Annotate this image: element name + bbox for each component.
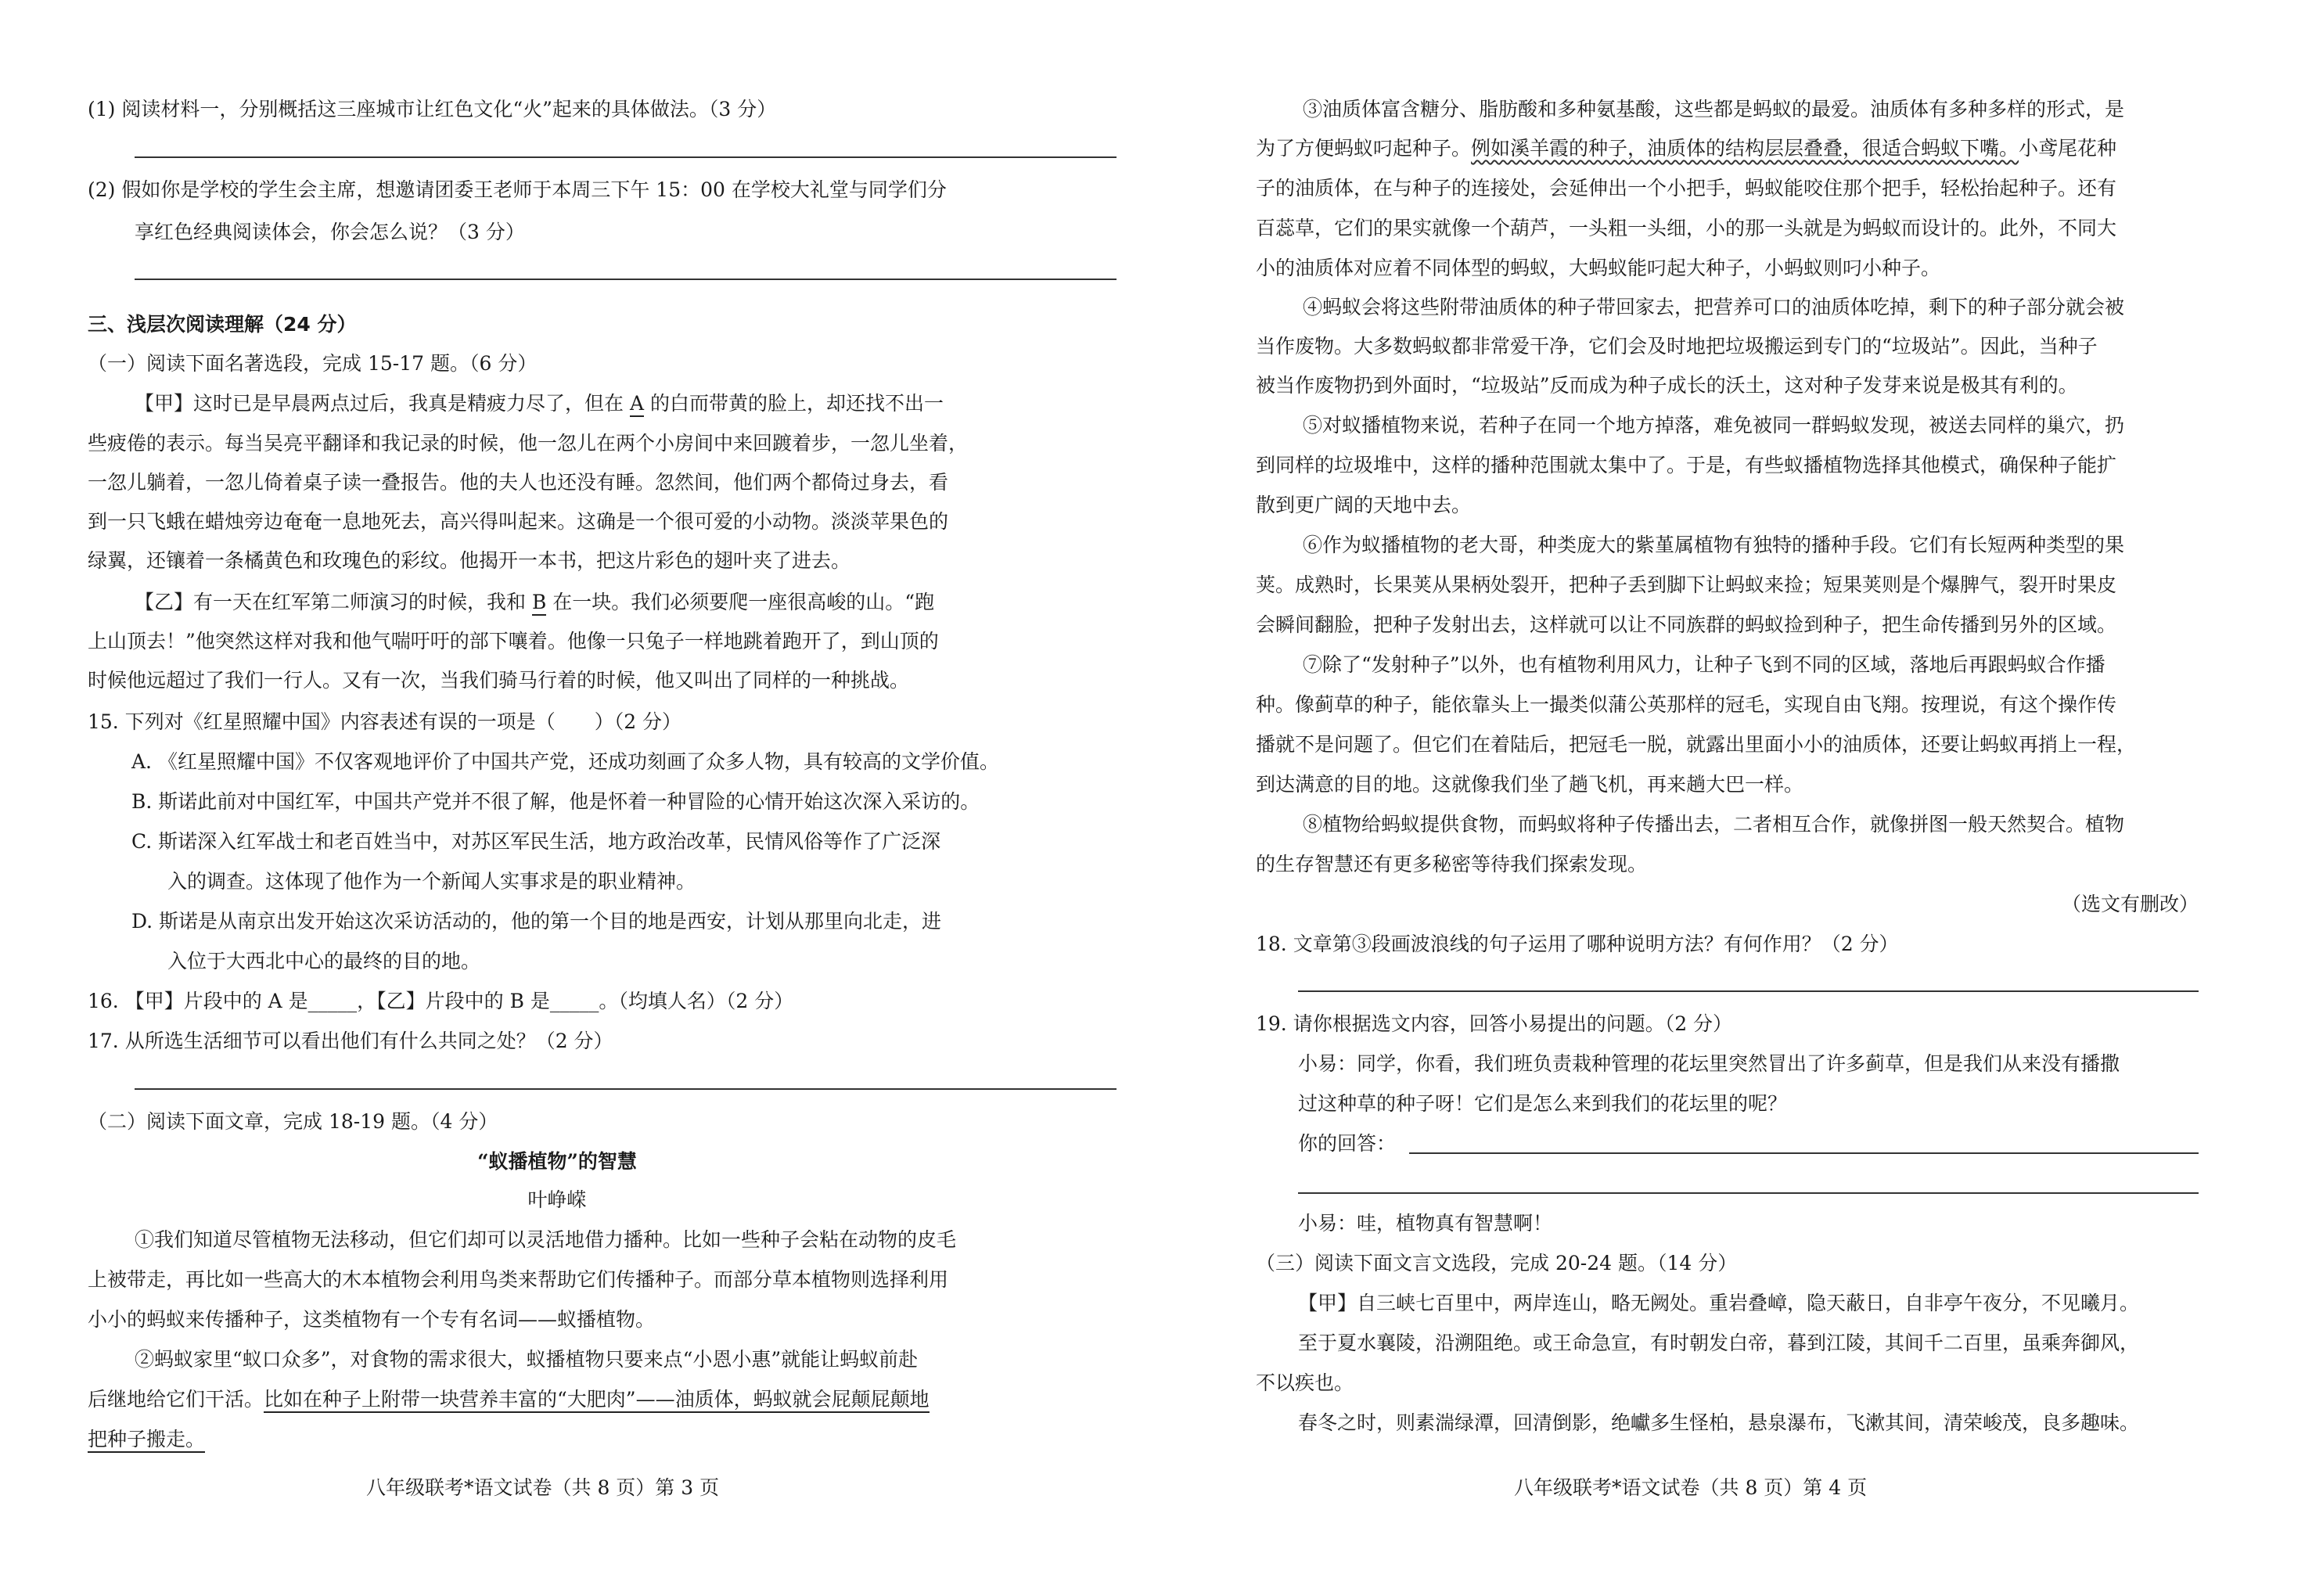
paragraph-3-line: 百蕊草，它们的果实就像一个葫芦，一头粗一头细，小的那一头就是为蚂蚁而设计的。此外，不同大	[1256, 217, 2117, 239]
question-recap-2-cont: 享红色经典阅读体会，你会怎么说？（3 分）	[135, 221, 525, 243]
excerpt-yi-line: 时候他远超过了我们一行人。又有一次，当我们骑马行着的时候，他又叫出了同样的一种挑战。	[88, 669, 910, 692]
answer-line	[135, 1088, 1117, 1090]
paragraph-1-line: 小小的蚂蚁来传播种子，这类植物有一个专有名词——蚁播植物。	[88, 1308, 656, 1331]
paragraph-7-line: 种。像蓟草的种子，能依靠头上一撮类似蒲公英那样的冠毛，实现自由飞翔。按理说，有这个操作传	[1256, 693, 2117, 716]
source-note: （选文有删改）	[2061, 893, 2199, 915]
paragraph-4-line: ④蚂蚁会将这些附带油质体的种子带回家去，把营养可口的油质体吃掉，剩下的种子部分就会被	[1303, 296, 2125, 318]
article-title: “蚁播植物”的智慧	[477, 1150, 637, 1173]
option-d: D. 斯诺是从南京出发开始这次采访活动的，他的第一个目的地是西安，计划从那里向北走，进	[131, 910, 942, 933]
paragraph-2-line: 后继地给它们干活。比如在种子上附带一块营养丰富的“大肥肉”——油质体，蚂蚁就会屁颠屁颠地	[88, 1386, 1027, 1413]
paragraph-5-line: 到同样的垃圾堆中，这样的播种范围就太集中了。于是，有些蚁播植物选择其他模式，确保种子能扩	[1256, 454, 2117, 476]
answer-line[interactable]	[1409, 1152, 2199, 1154]
question-17: 17. 从所选生活细节可以看出他们有什么共同之处？（2 分）	[88, 1030, 613, 1052]
blank-a: A	[630, 392, 644, 417]
paragraph-7-line: ⑦除了“发射种子”以外，也有植物利用风力，让种子飞到不同的区域，落地后再跟蚂蚁合作播	[1303, 653, 2105, 676]
paragraph-4-line: 当作废物。大多数蚂蚁都非常爱干净，它们会及时地把垃圾搬运到专门的“垃圾站”。因此，当种子	[1256, 335, 2098, 358]
answer-line	[135, 279, 1117, 280]
excerpt-yi-line: 上山顶去！”他突然这样对我和他气喘吁吁的部下嚷着。他像一只兔子一样地跳着跑开了，到山顶的	[88, 630, 939, 652]
underlined-sentence-cont: 把种子搬走。	[88, 1428, 205, 1453]
paragraph-5-line: ⑤对蚁播植物来说，若种子在同一个地方掉落，难免被同一群蚂蚁发现，被送去同样的巢穴，扔	[1303, 414, 2125, 437]
excerpt-jia-line: 绿翼，还镶着一条橘黄色和玫瑰色的彩纹。他揭开一本书，把这片彩色的翅叶夹了进去。	[88, 549, 851, 572]
part-intro: （三）阅读下面文言文选段，完成 20-24 题。（14 分）	[1256, 1252, 1738, 1274]
part-intro: （二）阅读下面文章，完成 18-19 题。（4 分）	[88, 1110, 498, 1133]
excerpt-jia-line: 些疲倦的表示。每当吴亮平翻译和我记录的时候，他一忽儿在两个小房间中来回踱着步，一忽儿坐着，	[88, 432, 969, 455]
wavy-sentence: 例如溪羊霞的种子，油质体的结构层层叠叠，很适合蚂蚁下嘴。	[1471, 137, 2019, 160]
classical-line: 不以疾也。	[1256, 1371, 1354, 1394]
paragraph-4-line: 被当作废物扔到外面时，“垃圾站”反而成为种子成长的沃土，这对种子发芽来说是极其有利的。	[1256, 374, 2078, 397]
question-16: 16. 【甲】片段中的 A 是_____，【乙】片段中的 B 是_____。（均填人名）（2 分）	[88, 990, 794, 1012]
paragraph-7-line: 播就不是问题了。但它们在着陆后，把冠毛一脱，就露出里面小小的油质体，还要让蚂蚁再捎上一程，	[1256, 733, 2137, 756]
question-recap-2: (2) 假如你是学校的学生会主席，想邀请团委王老师于本周三下午 15：00 在学校大礼堂与同学们分	[88, 178, 947, 201]
page-footer: 八年级联考*语文试卷（共 8 页）第 3 页	[366, 1476, 720, 1499]
classical-line: 至于夏水襄陵，沿溯阻绝。或王命急宣，有时朝发白帝，暮到江陵，其间千二百里，虽乘奔御风，	[1298, 1332, 2140, 1354]
blank-b: B	[532, 591, 546, 616]
option-d-cont: 入位于大西北中心的最终的目的地。	[167, 950, 481, 972]
dialog-line: 小易：同学，你看，我们班负责栽种管理的花坛里突然冒出了许多蓟草，但是我们从来没有播撒	[1298, 1052, 2120, 1075]
underlined-sentence: 比如在种子上附带一块营养丰富的“大肥肉”——油质体，蚂蚁就会屁颠屁颠地	[264, 1388, 930, 1413]
excerpt-jia-line: 到一只飞蛾在蜡烛旁边奄奄一息地死去，高兴得叫起来。这确是一个很可爱的小动物。淡淡苹果色的	[88, 510, 949, 533]
answer-line[interactable]	[1298, 1192, 2199, 1194]
paragraph-5-line: 散到更广阔的天地中去。	[1256, 494, 1472, 516]
paragraph-3-line: 小的油质体对应着不同体型的蚂蚁，大蚂蚁能叼起大种子，小蚂蚁则叼小种子。	[1256, 257, 1941, 279]
paragraph-7-line: 到达满意的目的地。这就像我们坐了趟飞机，再来趟大巴一样。	[1256, 773, 1804, 796]
article-author: 叶峥嵘	[527, 1188, 587, 1211]
paragraph-6-line: 会瞬间翻脸，把种子发射出去，这样就可以让不同族群的蚂蚁捡到种子，把生命传播到另外的区域。	[1256, 613, 2117, 636]
answer-line	[135, 156, 1117, 158]
paragraph-6-line: ⑥作为蚁播植物的老大哥，种类庞大的紫堇属植物有独特的播种手段。它们有长短两种类型的果	[1303, 534, 2125, 556]
option-a: A. 《红星照耀中国》不仅客观地评价了中国共产党，还成功刻画了众多人物，具有较高的文学价值。	[131, 750, 999, 773]
part-intro: （一）阅读下面名著选段，完成 15-17 题。（6 分）	[88, 352, 538, 375]
dialog-line: 过这种草的种子呀！它们是怎么来到我们的花坛里的呢？	[1298, 1092, 1788, 1115]
paragraph-2-line: ②蚂蚁家里“蚁口众多”，对食物的需求很大，蚁播植物只要来点“小恩小惠”就能让蚂蚁前赴	[135, 1348, 919, 1371]
option-b: B. 斯诺此前对中国红军，中国共产党并不很了解，他是怀着一种冒险的心情开始这次深入采访的。	[131, 790, 980, 813]
excerpt-yi-line: 【乙】有一天在红军第二师演习的时候，我和 B 在一块。我们必须要爬一座很高峻的山。“跑	[88, 589, 1027, 616]
option-c-cont: 入的调查。这体现了他作为一个新闻人实事求是的职业精神。	[167, 870, 696, 893]
paragraph-8-line: ⑧植物给蚂蚁提供食物，而蚂蚁将种子传播出去，二者相互合作，就像拼图一般天然契合。植物	[1303, 813, 2125, 836]
paragraph-3-line: 子的油质体，在与种子的连接处，会延伸出一个小把手，蚂蚁能咬住那个把手，轻松抬起种子。还有	[1256, 177, 2117, 200]
paragraph-6-line: 荚。成熟时，长果荚从果柄处裂开，把种子丢到脚下让蚂蚁来捡；短果荚则是个爆脾气，裂开时果皮	[1256, 573, 2117, 596]
paragraph-1-line: ①我们知道尽管植物无法移动，但它们却可以灵活地借力播种。比如一些种子会粘在动物的皮毛	[135, 1228, 957, 1251]
answer-label: 你的回答：	[1298, 1132, 1397, 1155]
question-recap-1: (1) 阅读材料一，分别概括这三座城市让红色文化“火”起来的具体做法。（3 分）	[88, 98, 777, 120]
section-title: 三、浅层次阅读理解（24 分）	[88, 313, 357, 336]
answer-line	[1298, 990, 2199, 992]
excerpt-jia-line: 【甲】这时已是早晨两点过后，我真是精疲力尽了，但在 A 的白而带黄的脸上，却还找不出一	[88, 390, 1027, 417]
question-18: 18. 文章第③段画波浪线的句子运用了哪种说明方法？有何作用？（2 分）	[1256, 933, 1899, 955]
classical-line: 【甲】自三峡七百里中，两岸连山，略无阙处。重岩叠嶂，隐天蔽日，自非亭午夜分，不见曦月。	[1298, 1292, 2140, 1314]
paragraph-1-line: 上被带走，再比如一些高大的木本植物会利用鸟类来帮助它们传播种子。而部分草本植物则选择利用	[88, 1268, 949, 1291]
page-footer: 八年级联考*语文试卷（共 8 页）第 4 页	[1514, 1476, 1868, 1499]
question-19: 19. 请你根据选文内容，回答小易提出的问题。（2 分）	[1256, 1012, 1733, 1035]
dialog-end: 小易：哇，植物真有智慧啊！	[1298, 1212, 1553, 1235]
classical-line: 春冬之时，则素湍绿潭，回清倒影，绝巘多生怪柏，悬泉瀑布，飞漱其间，清荣峻茂，良多趣味。	[1298, 1411, 2140, 1434]
question-15: 15. 下列对《红星照耀中国》内容表述有误的一项是（ ）（2 分）	[88, 710, 682, 733]
paragraph-3-line: ③油质体富含糖分、脂肪酸和多种氨基酸，这些都是蚂蚁的最爱。油质体有多种多样的形式，是	[1303, 98, 2125, 120]
option-c: C. 斯诺深入红军战士和老百姓当中，对苏区军民生活，地方政治改革，民情风俗等作了广泛深	[131, 830, 941, 853]
paragraph-3-line: 为了方便蚂蚁叼起种子。例如溪羊霞的种子，油质体的结构层层叠叠，很适合蚂蚁下嘴。小鸢尾花种	[1256, 137, 2117, 160]
paragraph-2-line	[88, 1426, 1027, 1453]
paragraph-8-line: 的生存智慧还有更多秘密等待我们探索发现。	[1256, 853, 1648, 875]
excerpt-jia-line: 一忽儿躺着，一忽儿倚着桌子读一叠报告。他的夫人也还没有睡。忽然间，他们两个都倚过身去，看	[88, 471, 949, 494]
